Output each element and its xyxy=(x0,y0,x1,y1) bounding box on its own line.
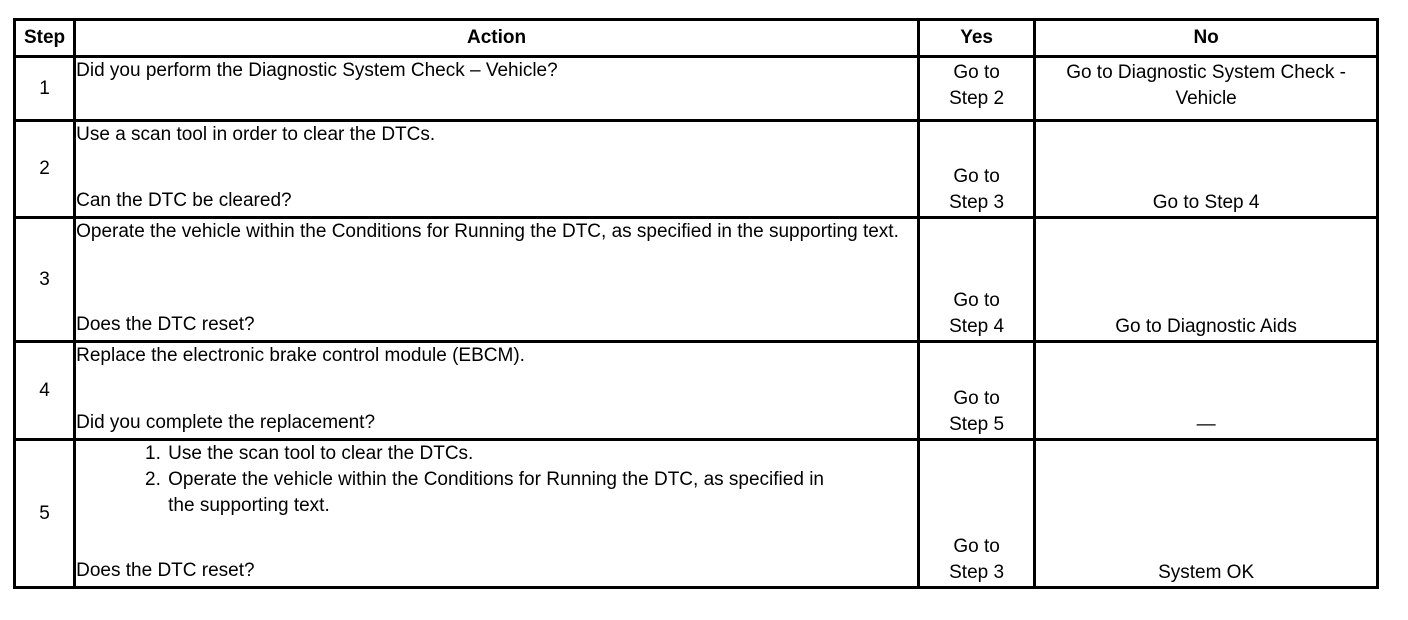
yes-text: Go to Step 2 xyxy=(949,62,1005,109)
no-cell xyxy=(1035,342,1378,440)
no-cell xyxy=(1035,218,1378,342)
header-action: Action xyxy=(75,20,919,57)
no-cell xyxy=(1035,121,1378,218)
action-steps-list xyxy=(76,441,917,519)
header-no: No xyxy=(1035,20,1378,57)
no-cell xyxy=(1035,440,1378,588)
no-text: Go to Diagnostic System Check - Vehicle xyxy=(1066,62,1347,109)
action-question: Did you complete the replacement? xyxy=(76,412,376,433)
table-row xyxy=(15,57,1378,121)
action-cell xyxy=(75,218,919,342)
header-step: Step xyxy=(15,20,75,57)
action-cell xyxy=(75,342,919,440)
yes-cell xyxy=(918,440,1034,588)
action-question: Does the DTC reset? xyxy=(76,314,255,335)
action-text: Use a scan tool in order to clear the DTCs. xyxy=(76,124,436,145)
yes-cell xyxy=(918,342,1034,440)
action-text: Operate the vehicle within the Conditions for Running the DTC, as specified in the supporting text. xyxy=(76,221,899,242)
yes-cell xyxy=(918,121,1034,218)
list-item: 2. Operate the vehicle within the Conditions for Running the DTC, as specified in the supporting text. xyxy=(166,467,848,519)
yes-cell xyxy=(918,218,1034,342)
yes-cell xyxy=(918,57,1034,121)
no-text: — xyxy=(1196,414,1216,435)
action-question: Can the DTC be cleared? xyxy=(76,190,292,211)
action-cell xyxy=(75,57,919,121)
yes-text: Go to Step 5 xyxy=(949,388,1005,435)
table-row xyxy=(15,440,1378,588)
step-number: 2 xyxy=(15,121,75,218)
table-row xyxy=(15,121,1378,218)
no-cell xyxy=(1035,57,1378,121)
yes-text: Go to Step 4 xyxy=(949,290,1005,337)
list-item: 1. Use the scan tool to clear the DTCs. xyxy=(166,441,917,467)
step-number: 5 xyxy=(15,440,75,588)
action-cell xyxy=(75,121,919,218)
yes-text: Go to Step 3 xyxy=(949,166,1005,213)
diagnostic-table xyxy=(13,18,1379,589)
action-text: Replace the electronic brake control module (EBCM). xyxy=(76,345,525,366)
yes-text: Go to Step 3 xyxy=(949,536,1005,583)
no-text: Go to Diagnostic Aids xyxy=(1115,316,1297,337)
step-number: 3 xyxy=(15,218,75,342)
header-yes: Yes xyxy=(918,20,1034,57)
step-number: 4 xyxy=(15,342,75,440)
header-row xyxy=(15,20,1378,57)
action-question: Does the DTC reset? xyxy=(76,560,255,581)
action-text: Did you perform the Diagnostic System Check – Vehicle? xyxy=(76,60,558,81)
table-row xyxy=(15,342,1378,440)
no-text: Go to Step 4 xyxy=(1152,192,1260,213)
step-number: 1 xyxy=(15,57,75,121)
no-text: System OK xyxy=(1158,562,1255,583)
action-cell xyxy=(75,440,919,588)
table-row xyxy=(15,218,1378,342)
